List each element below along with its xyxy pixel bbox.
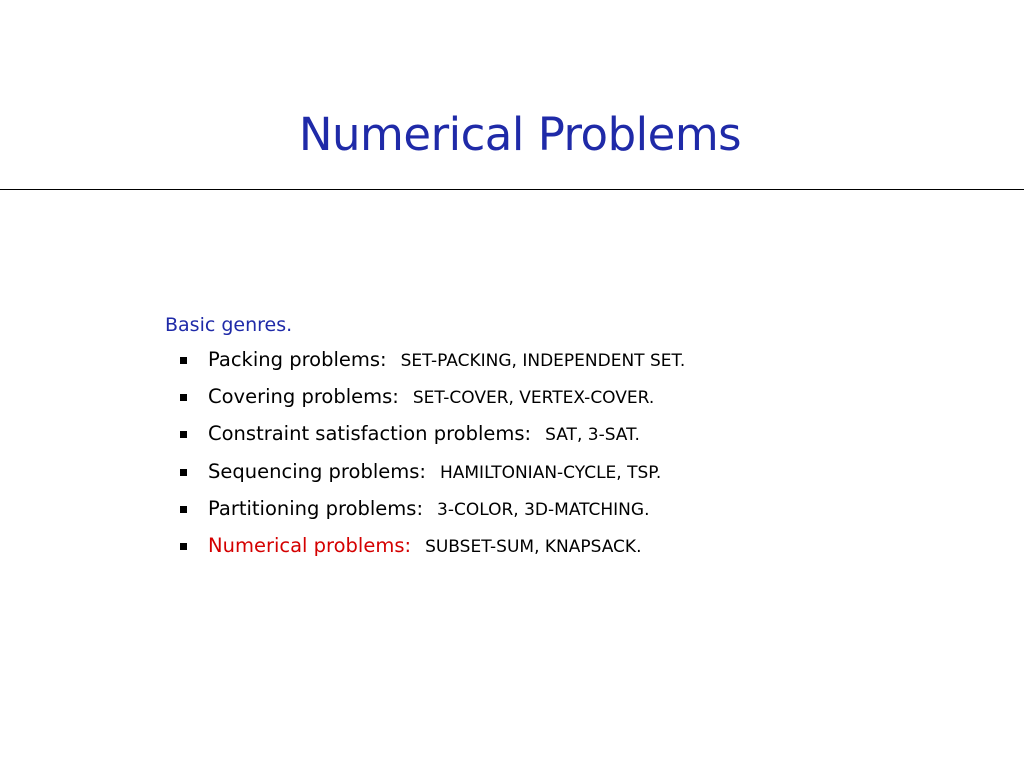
title-divider xyxy=(0,189,1024,190)
genre-list xyxy=(165,341,985,564)
genre-label: Packing problems: xyxy=(208,348,387,371)
square-bullet-icon xyxy=(180,394,187,401)
genre-examples: SAT, 3-SAT. xyxy=(545,425,640,446)
genre-label: Sequencing problems: xyxy=(208,459,426,483)
genre-examples: SET-COVER, VERTEX-COVER. xyxy=(412,388,655,409)
genre-examples: SUBSET-SUM, KNAPSACK. xyxy=(425,536,642,557)
genre-label: Covering problems: xyxy=(208,385,399,409)
genre-label: Partitioning problems: xyxy=(208,496,424,520)
list-item xyxy=(165,415,985,452)
genre-examples: HAMILTONIAN-CYCLE, TSP. xyxy=(439,462,662,483)
list-item xyxy=(165,490,985,527)
list-item xyxy=(165,378,985,415)
slide-content xyxy=(165,310,985,564)
intro-text: Basic genres. xyxy=(165,314,293,336)
square-bullet-icon xyxy=(180,469,187,476)
genre-examples: SET-PACKING, INDEPENDENT SET. xyxy=(400,351,686,371)
list-item xyxy=(165,453,985,490)
genre-label: Constraint satisfaction problems: xyxy=(208,422,532,446)
square-bullet-icon xyxy=(180,506,187,513)
list-item xyxy=(165,527,985,564)
square-bullet-icon xyxy=(180,431,187,438)
genre-examples: 3-COLOR, 3D-MATCHING. xyxy=(437,499,650,520)
slide-title: Numerical Problems xyxy=(298,108,742,161)
square-bullet-icon xyxy=(180,357,187,364)
list-item xyxy=(165,341,985,378)
genre-label-highlighted: Numerical problems: xyxy=(208,533,412,557)
square-bullet-icon xyxy=(180,543,187,550)
